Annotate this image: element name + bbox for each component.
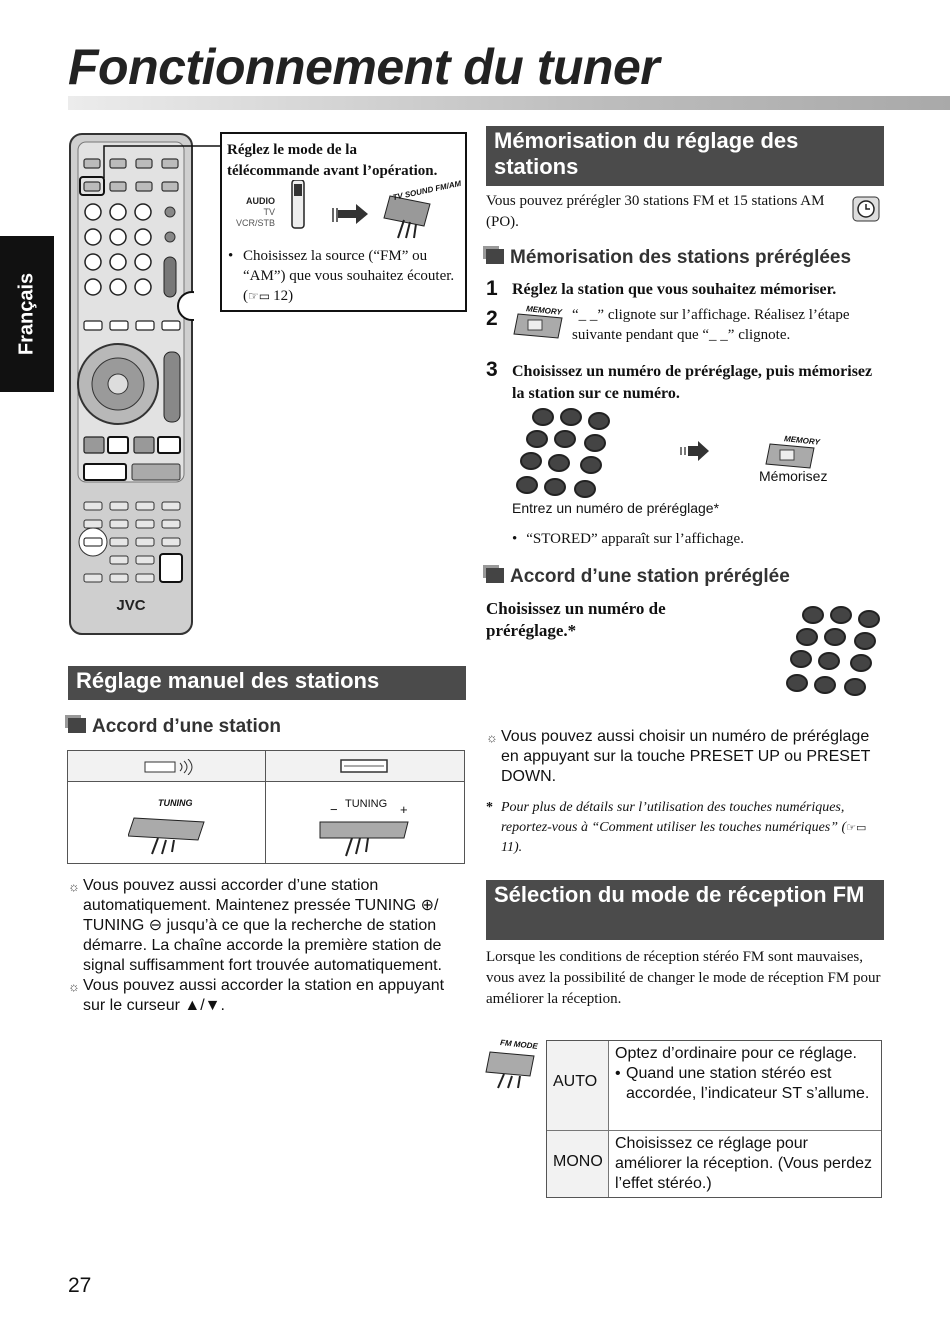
stored-note-text: “STORED” apparaît sur l’affichage. [526, 531, 744, 547]
preset-tip-text: Vous pouvez aussi choisir un numéro de préréglage en appuyant sur la touche PRESET UP ou PRESET DOWN. [501, 728, 871, 785]
choose-preset-text: Choisissez un numéro de préréglage.* [486, 599, 666, 640]
section-marker-icon [486, 249, 504, 264]
number-keypad-2[interactable] [780, 606, 890, 698]
preset-tip [486, 727, 882, 787]
fm-mode-button-label: FM MODE [499, 1038, 539, 1051]
fm-mode-table: AUTO Optez d’ordinaire pour ce réglage. • Quand une station stéréo est accordée, l’indicateur ST s’allume. MONO Choisissez ce réglage pour améliorer la réception. (Vous perdez l’effet stéréo.) [546, 1040, 882, 1198]
fm-mode-heading: Sélection du mode de réception FM [486, 880, 884, 940]
step-3-text: Choisissez un numéro de préréglage, puis mémorisez la station sur ce numéro. [512, 363, 873, 402]
footnote-ref: 11). [501, 840, 523, 855]
switch-vcr-label: VCR/STB [236, 218, 276, 228]
number-keypad[interactable] [510, 408, 620, 500]
fm-mono-desc: Choisissez ce réglage pour améliorer la réception. (Vous perdez l’effet stéréo.) [615, 1135, 873, 1192]
book-ref-icon: ☞▭ [846, 822, 867, 834]
callout-title-line2: télécommande avant l’opération. [227, 163, 438, 179]
preset-memory-intro: Vous pouvez prérégler 30 stations FM et 15 stations AM (PO). [486, 193, 825, 230]
enter-preset-caption: Entrez un numéro de préréglage* [512, 500, 720, 516]
arrow-right-icon [680, 440, 710, 462]
remote-icon [144, 759, 194, 775]
step-3-number: 3 [486, 358, 498, 381]
step-2-text: “_ _” clignote sur l’affichage. Réalisez l’étape suivante pendant que “_ _” clignote. [572, 307, 850, 343]
page-number: 27 [68, 1274, 92, 1297]
manual-tuning-heading: Réglage manuel des stations [68, 666, 466, 700]
callout-connector [98, 132, 228, 192]
fm-auto-desc: Optez d’ordinaire pour ce réglage. [615, 1045, 857, 1062]
preset-tuning-subheading [486, 566, 790, 588]
step-2-number: 2 [486, 307, 498, 330]
manual-tuning-subheading [68, 716, 281, 738]
fm-mode-mono: MONO [553, 1153, 603, 1170]
svg-text:+: + [400, 802, 408, 817]
hint-icon: ☼ [68, 879, 80, 894]
fm-mode-intro: Lorsque les conditions de réception stéréo FM sont mauvaises, vous avez la possibilité de changer le mode de réception FM pour améliorer la réception. [486, 949, 881, 1007]
preset-memory-subheading [486, 247, 851, 269]
stored-note: • “STORED” apparaît sur l’affichage. [512, 531, 744, 547]
memory-button-label: MEMORY [525, 304, 563, 317]
manual-tip-1: Vous pouvez aussi accorder d’une station automatiquement. Maintenez pressée TUNING ⊕/ TUNING ⊖ jusqu’à ce que la recherche de station démarre. La chaîne accorde la première station de signal suffisamment fort trouvée automatiquement. [83, 877, 442, 974]
fm-auto-bullet: Quand une station stéréo est accordée, l’indicateur ST s’allume. [626, 1065, 870, 1102]
memorize-caption: Mémorisez [759, 468, 828, 484]
switch-tv-label: TV [263, 207, 276, 217]
manual-tuning-subheading-text: Accord d’une station [92, 716, 281, 737]
receiver-unit-icon [340, 758, 390, 776]
preset-memory-subheading-text: Mémorisation des stations préréglées [510, 247, 852, 268]
section-marker-icon [486, 568, 504, 583]
page-title: Fonctionnement du tuner [68, 39, 660, 95]
callout-title-line1: Réglez le mode de la [227, 142, 357, 158]
footnote-text: Pour plus de détails sur l’utilisation des touches numériques, reportez-vous à “Comment utiliser les touches numériques” ( [501, 800, 847, 835]
tuning-right-label: TUNING [345, 798, 388, 810]
hint-icon: ☼ [68, 979, 80, 994]
memory-button-label-2: MEMORY [783, 434, 821, 447]
fm-am-button-label: TV SOUND FM/AM [391, 178, 462, 203]
remote-control-illustration [68, 132, 194, 638]
tuning-table [67, 750, 465, 864]
callout-bullet: • Choisissez la source (“FM” ou “AM”) que vous souhaitez écouter. (☞▭ 12) [228, 248, 455, 304]
preset-memory-heading: Mémorisation du réglage des stations [486, 126, 884, 186]
title-rule [68, 96, 950, 110]
fm-mode-auto: AUTO [553, 1073, 598, 1090]
clock-icon [852, 196, 880, 222]
mode-switch-labels [236, 196, 275, 229]
footnote [486, 798, 882, 858]
section-marker-icon [68, 718, 86, 733]
book-ref-icon: ☞▭ [248, 289, 274, 303]
step-1-number: 1 [486, 277, 498, 300]
svg-text:−: − [330, 802, 338, 817]
manual-tips [68, 876, 464, 1016]
switch-audio-label: AUDIO [246, 196, 276, 206]
callout-bullet-text: Choisissez la source (“FM” ou “AM”) que vous souhaitez écouter. ( [243, 248, 455, 304]
language-tab [0, 236, 54, 392]
svg-text:JVC: JVC [116, 597, 146, 614]
remote-mode-callout [220, 132, 467, 312]
footnote-mark: * [486, 800, 493, 815]
hint-icon: ☼ [486, 730, 498, 745]
language-tab-label: Français [15, 272, 38, 356]
callout-bullet-ref: 12) [273, 288, 294, 304]
manual-tip-2: Vous pouvez aussi accorder la station en appuyant sur le curseur ▲/▼. [83, 977, 445, 1014]
tuning-left-label: TUNING [158, 798, 193, 808]
step-1-text: Réglez la station que vous souhaitez mémoriser. [512, 281, 837, 298]
preset-tuning-subheading-text: Accord d’une station préréglée [510, 566, 790, 587]
